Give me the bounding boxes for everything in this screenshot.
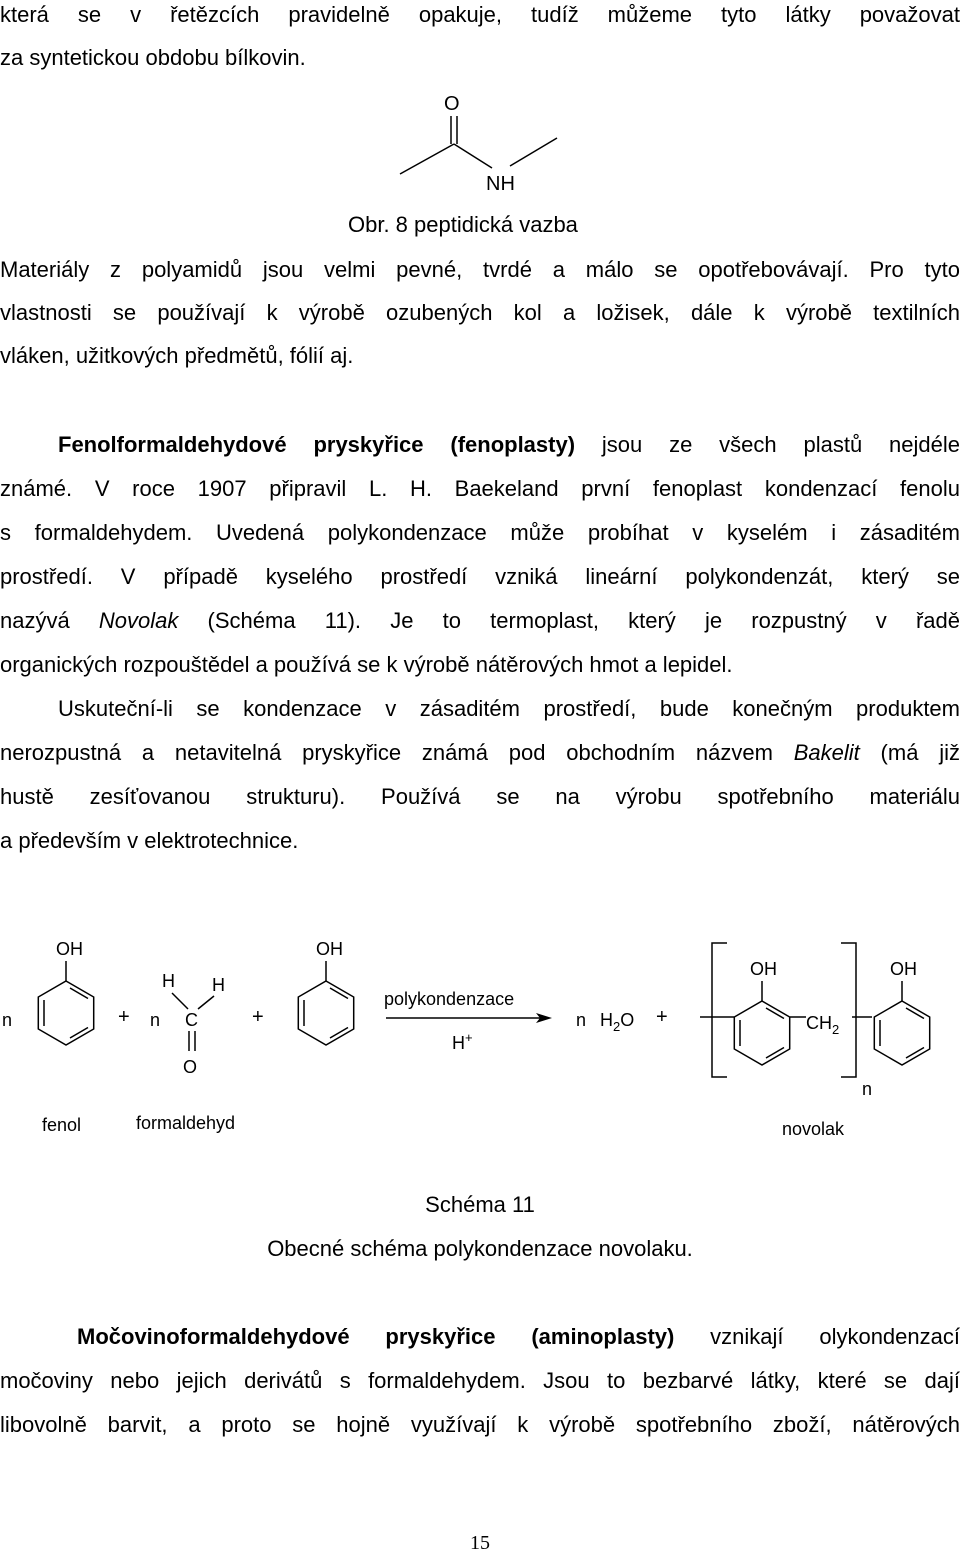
phenol-2-ring [298, 981, 353, 1045]
bond-to-nh [454, 144, 492, 168]
plus-1: + [118, 1006, 130, 1028]
paragraph-5-line-1-rest: vznikají olykondenzací [674, 1324, 960, 1349]
page-number: 15 [470, 1532, 490, 1554]
label-fenol: fenol [42, 1115, 82, 1135]
label-novolak: novolak [782, 1119, 845, 1139]
bond-left [400, 144, 454, 174]
scheme-caption-title: Schéma 11 [425, 1192, 535, 1217]
atom-nh: NH [486, 173, 515, 195]
bracket-left [712, 943, 727, 1077]
paragraph-5-line-1 [77, 1324, 960, 1350]
phenol-ring [38, 981, 93, 1045]
paragraph-3-line-1-rest: jsou ze všech plastů nejdéle [575, 432, 960, 457]
paragraph-4-line-2-b: (má již [859, 740, 960, 765]
novolak-oh-right: OH [890, 959, 917, 979]
formaldehyde-o: O [183, 1057, 198, 1077]
plus-2: + [252, 1006, 264, 1028]
novolak-ring-right [874, 1001, 929, 1065]
formaldehyde-c: C [185, 1010, 198, 1030]
paragraph-3-line-5-b: (Schéma 11). Je to termoplast, který je rozpustný v řadě [178, 608, 960, 633]
phenol-oh: OH [56, 939, 83, 959]
novolak-term: Novolak [98, 608, 179, 633]
fenoplasty-term: Fenolformaldehydové pryskyřice (fenoplasty) [58, 432, 576, 457]
bakelit-term: Bakelit [793, 740, 860, 765]
novolak-subscript-n: n [862, 1079, 873, 1099]
paragraph-4-line-2-a: nerozpustná a netavitelná pryskyřice známá pod obchodním názvem [0, 740, 794, 765]
paragraph-4-line-2 [0, 740, 960, 766]
paragraph-2-line-3: vláken, užitkových předmětů, fólií aj. [0, 343, 354, 368]
paragraph-2-line-1: Materiály z polyamidů jsou velmi pevné, tvrdé a málo se opotřebovávají. Pro tyto [0, 257, 960, 282]
paragraph-5-line-2: močoviny nebo jejich derivátů s formaldehydem. Jsou to bezbarvé látky, které se dají [0, 1368, 960, 1393]
novolak-ring-left [734, 1001, 789, 1065]
paragraph-1-line-1: která se v řetězcích pravidelně opakuje, tudíž můžeme tyto látky považovat [0, 2, 960, 27]
paragraph-3-line-3: s formaldehydem. Uvedená polykondenzace může probíhat v kyselém i zásaditém [0, 520, 960, 545]
arrow-label-above: polykondenzace [384, 989, 515, 1009]
novolak-reaction-scheme [0, 925, 960, 1145]
label-formaldehyd: formaldehyd [136, 1113, 236, 1133]
paragraph-3-line-6: organických rozpouštědel a používá se k výrobě nátěrových hmot a lepidel. [0, 652, 733, 677]
figure-8-caption: Obr. 8 peptidická vazba [348, 212, 578, 237]
bracket-right [841, 943, 856, 1077]
formaldehyde-h-left: H [162, 971, 175, 991]
plus-3: + [656, 1006, 668, 1028]
novolak-oh-left: OH [750, 959, 777, 979]
paragraph-3-line-4: prostředí. V případě kyselého prostředí vzniká lineární polykondenzát, který se [0, 564, 960, 589]
formaldehyde-h-right: H [212, 975, 225, 995]
paragraph-5-line-3: libovolně barvit, a proto se hojně využívají k výrobě spotřebního zboží, nátěrových [0, 1412, 960, 1437]
paragraph-3-line-2: známé. V roce 1907 připravil L. H. Baekeland první fenoplast kondenzací fenolu [0, 476, 960, 501]
paragraph-1-line-2: za syntetickou obdobu bílkovin. [0, 45, 306, 70]
paragraph-4-line-3: hustě zesíťovanou strukturu). Používá se na výrobu spotřebního materiálu [0, 784, 960, 809]
paragraph-3-line-1 [58, 432, 960, 458]
phenol-coefficient-n: n [2, 1010, 13, 1030]
paragraph-3-line-5 [0, 608, 960, 634]
paragraph-2-line-2: vlastnosti se používají k výrobě ozubených kol a ložisek, dále k výrobě textilních [0, 300, 960, 325]
arrow-label-below: H+ [452, 1030, 473, 1053]
novolak-ch2: $CH_2$ [806, 1013, 840, 1037]
formaldehyde-bond-h-right [198, 996, 214, 1009]
bond-right [510, 138, 557, 166]
water-coefficient-n: n [576, 1010, 587, 1030]
phenol-2-oh: OH [316, 939, 343, 959]
paragraph-3-line-5-a: nazývá [0, 608, 99, 633]
atom-o: O [444, 93, 460, 115]
paragraph-4-line-1: Uskuteční-li se kondenzace v zásaditém prostředí, bude konečným produktem [58, 696, 960, 721]
peptide-bond-structure [380, 86, 580, 196]
paragraph-4-line-4: a především v elektrotechnice. [0, 828, 299, 853]
water-formula: $H_2O$ [600, 1010, 635, 1034]
formaldehyde-coefficient-n: n [150, 1010, 161, 1030]
formaldehyde-bond-h-left [172, 993, 188, 1009]
scheme-caption-text: Obecné schéma polykondenzace novolaku. [267, 1236, 693, 1261]
aminoplasty-term: Močovinoformaldehydové pryskyřice (aminoplasty) [77, 1324, 675, 1349]
